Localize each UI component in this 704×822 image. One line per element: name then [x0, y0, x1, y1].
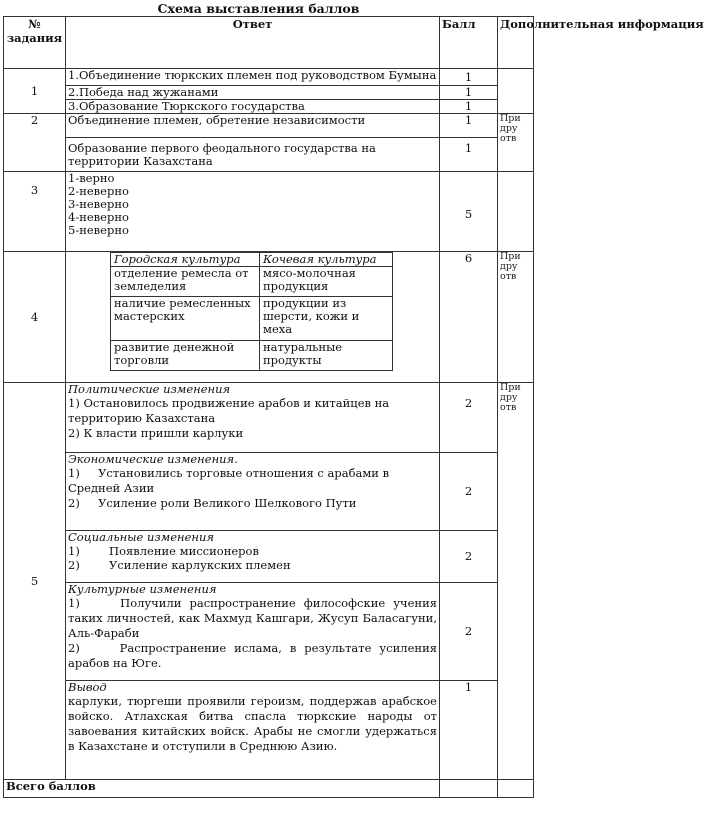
answer-line: 2-неверно	[68, 184, 129, 198]
points-cell: 2	[440, 453, 498, 531]
answer-block	[66, 453, 440, 531]
answer-cell: Объединение племен, обретение независимости	[66, 114, 440, 138]
table-row	[4, 100, 534, 114]
note-line: При	[500, 251, 521, 262]
points-cell: 6	[440, 252, 498, 383]
note-line: дру	[500, 392, 518, 403]
table-row	[4, 138, 534, 172]
answer-line: 4-неверно	[68, 210, 129, 224]
answer-line: 1) Появление миссионеров	[68, 544, 259, 558]
extra-note	[498, 252, 534, 383]
answer-line: 5-неверно	[68, 223, 129, 237]
points-cell: 2	[440, 383, 498, 453]
points-cell: 5	[440, 172, 498, 252]
answer-line: 1) Установились торговые отношения с арабами в Средней Азии	[68, 466, 393, 495]
block-heading: Экономические изменения.	[68, 452, 238, 466]
answer-cell: Образование первого феодального государства на территории Казахстана	[66, 138, 440, 172]
scoring-table	[3, 16, 704, 798]
culture-cell: наличие ремесленных мастерских	[111, 297, 260, 341]
table-row	[4, 114, 534, 138]
points-cell: 1	[440, 138, 498, 172]
points-cell: 1	[440, 681, 498, 780]
answer-line: 2) К власти пришли карлуки	[68, 426, 244, 440]
total-label: Всего баллов	[4, 780, 440, 798]
table-row	[4, 453, 534, 531]
answer-cell: 1.Объединение тюркских племен под руководством Бумына	[66, 69, 440, 86]
answer-line: 1) Остановилось продвижение арабов и китайцев на территорию Казахстана	[68, 396, 390, 425]
answer-block	[66, 531, 440, 583]
table-row	[4, 681, 534, 780]
task-number: 1	[4, 69, 66, 114]
extra-cell	[498, 780, 534, 798]
points-cell: 1	[440, 114, 498, 138]
header-row	[4, 17, 534, 69]
answer-block	[66, 583, 440, 681]
header-points: Балл	[440, 17, 498, 69]
note-line: дру	[500, 261, 518, 272]
answer-block	[66, 681, 440, 780]
culture-cell: отделение ремесла от земледелия	[111, 267, 260, 297]
note-line: отв	[500, 402, 517, 413]
header-num: № задания	[4, 17, 66, 69]
table-row	[4, 172, 534, 252]
points-cell: 1	[440, 100, 498, 114]
points-cell: 2	[440, 531, 498, 583]
block-heading: Культурные изменения	[68, 582, 217, 596]
culture-cell: продукции из шерсти, кожи и меха	[260, 297, 393, 341]
culture-cell: натуральные продукты	[260, 341, 393, 371]
answer-block	[66, 383, 440, 453]
culture-cell: мясо-молочная продукция	[260, 267, 393, 297]
table-row	[4, 583, 534, 681]
culture-cell: развитие денежной торговли	[111, 341, 260, 371]
table-row	[4, 383, 534, 453]
table-row	[4, 252, 534, 383]
note-line: При	[500, 382, 521, 393]
answer-line: 2) Распространение ислама, в результате усиления арабов на Юге.	[68, 641, 441, 670]
answer-line: 2) Усиление карлукских племен	[68, 558, 291, 572]
page-title: Схема выставления баллов	[157, 1, 360, 16]
points-cell: 2	[440, 583, 498, 681]
table-row	[4, 531, 534, 583]
note-line: При	[500, 113, 521, 124]
points-cell: 1	[440, 86, 498, 100]
block-heading: Социальные изменения	[68, 530, 214, 544]
task-number: 2	[4, 114, 66, 172]
extra-note	[498, 383, 534, 780]
answer-line: 3-неверно	[68, 197, 129, 211]
task-number: 3	[4, 172, 66, 252]
extra-cell	[498, 69, 534, 114]
answer-cell	[66, 172, 440, 252]
note-line: отв	[500, 133, 517, 144]
points-cell: 1	[440, 69, 498, 86]
note-line: дру	[500, 123, 518, 134]
answer-line: 1) Получили распространение философские учения таких личностей, как Махмуд Кашгари, Жусуп Баласагуни, Аль-Фараби	[68, 596, 441, 640]
total-row	[4, 780, 534, 798]
answer-cell: 2.Победа над жужанами	[66, 86, 440, 100]
culture-col-header: Кочевая культура	[260, 253, 393, 267]
header-answer: Ответ	[66, 17, 440, 69]
answer-line: карлуки, тюргеши проявили героизм, поддержав арабское войско. Атлахская битва спасла тюркские народы от завоевания китайских войск. Арабы не смогли удержаться в Казахстане и отступили в Среднюю Азию.	[68, 694, 437, 753]
block-heading: Политические изменения	[68, 382, 231, 396]
header-extra: Дополнительная информация	[498, 17, 534, 69]
culture-table	[110, 252, 393, 371]
extra-note	[498, 114, 534, 172]
answer-line: 2) Усиление роли Великого Шелкового Пути	[68, 496, 357, 510]
total-points	[440, 780, 498, 798]
table-row	[4, 69, 534, 86]
note-line: отв	[500, 271, 517, 282]
answer-cell	[66, 252, 440, 383]
extra-cell	[498, 172, 534, 252]
block-heading: Вывод	[68, 680, 107, 694]
table-row	[4, 86, 534, 100]
answer-cell: 3.Образование Тюркского государства	[66, 100, 440, 114]
answer-line: 1-верно	[68, 171, 115, 185]
task-number: 4	[4, 252, 66, 383]
culture-col-header: Городская культура	[111, 253, 260, 267]
task-number: 5	[4, 383, 66, 780]
